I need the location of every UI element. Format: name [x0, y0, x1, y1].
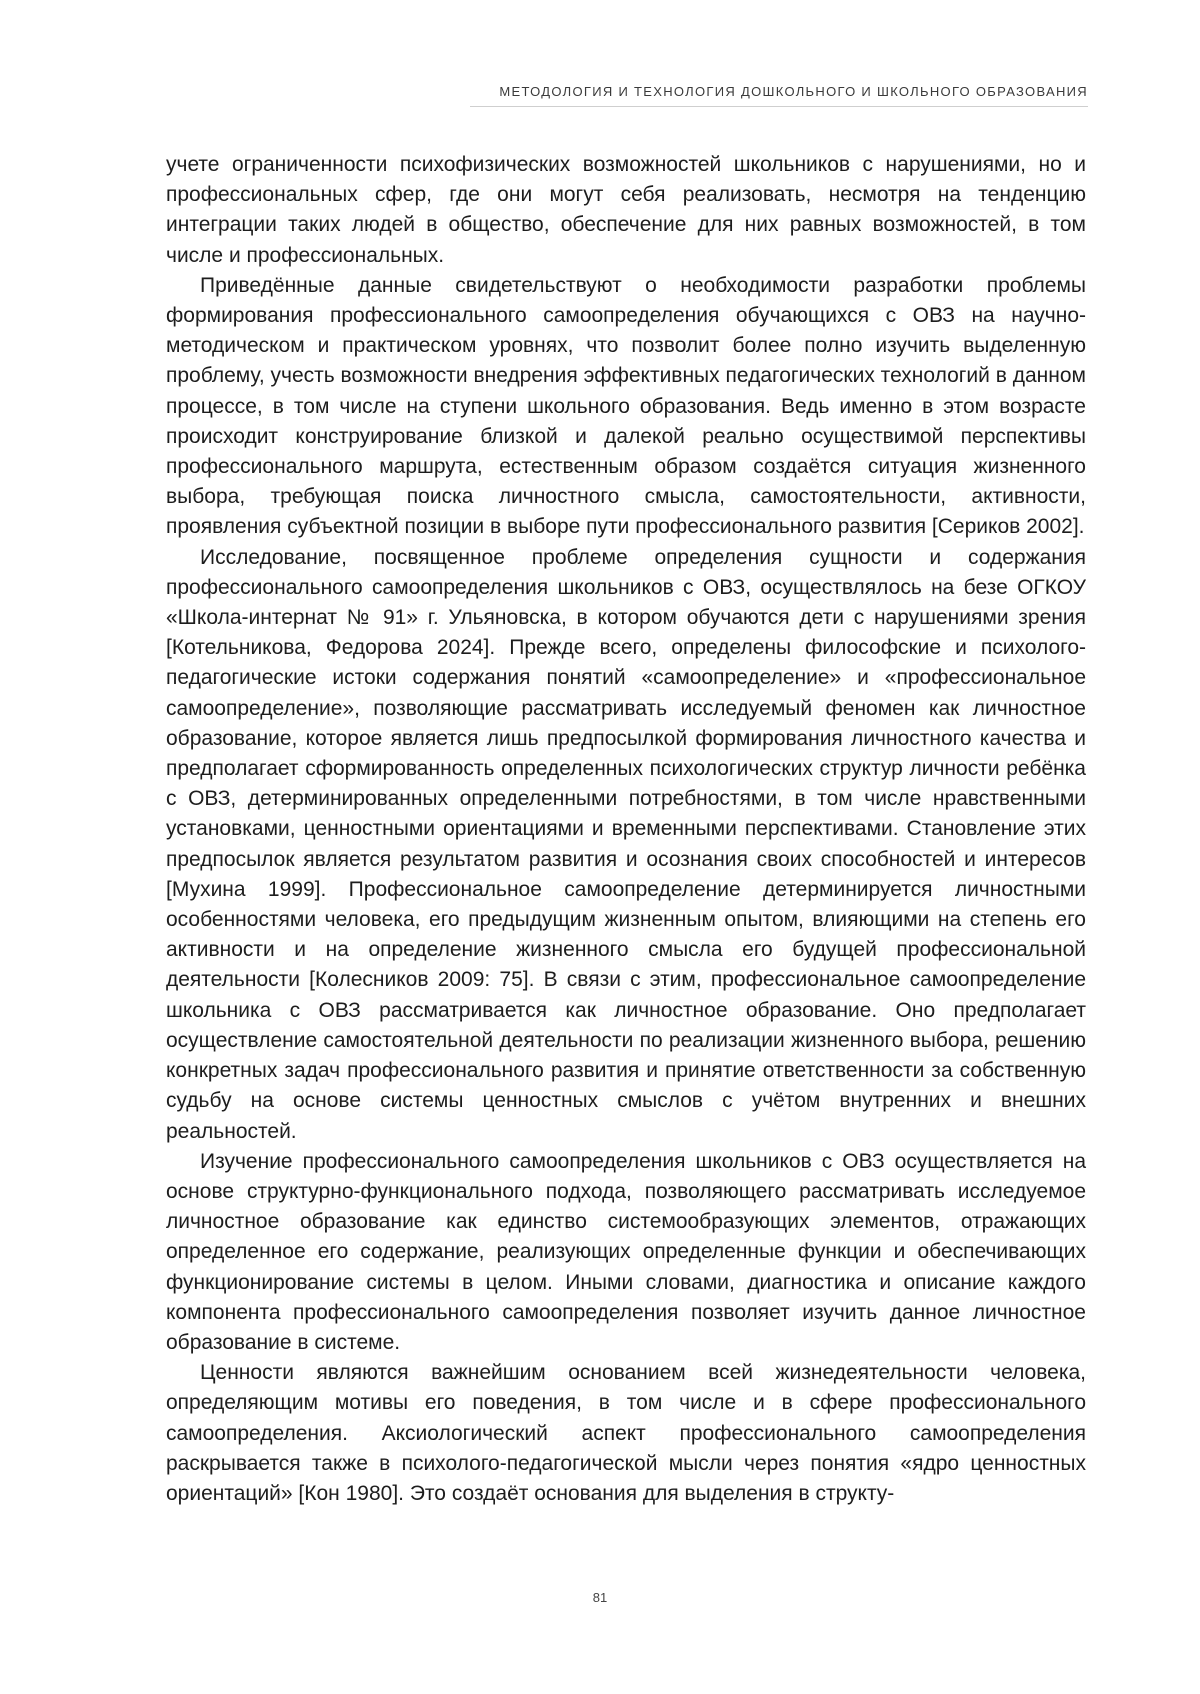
paragraph-structural-approach: Изучение профессионального самоопределения школьников с ОВЗ осуществляется на основе структурно-функционального подхода, позволяющего рассматривать исследуемое личностное образование как единство системообразующих элементов, отражающих определенное его содержание, реализующих определенные функции и обеспечивающих функционирование системы в целом. Иными словами, диагностика и описание каждого компонента профессионального самоопределения позволяет изучить данное личностное образование в системе.: [166, 1149, 1086, 1354]
running-header: МЕТОДОЛОГИЯ И ТЕХНОЛОГИЯ ДОШКОЛЬНОГО И ШКОЛЬНОГО ОБРАЗОВАНИЯ: [499, 84, 1088, 99]
paragraph-values: Ценности являются важнейшим основанием всей жизнедеятельности человека, определяющим мотивы его поведения, в том числе и в сфере профессионального самоопределения. Аксиологический аспект профессионального самоопределения раскрывается также в психолого-педагогической мысли через понятия «ядро ценностных ориентаций» [Кон 1980]. Это создаёт основания для выделения в структу-: [166, 1361, 1086, 1505]
body-text: [166, 150, 1086, 1509]
paragraph-data-evidence: Приведённые данные свидетельствуют о необходимости разработки проблемы формирования профессионального самоопределения обучающихся с ОВЗ на научно-методическом и практическом уровнях, что позволит более полно изучить выделенную проблему, учесть возможности внедрения эффективных педагогических технологий в данном процессе, в том числе на ступени школьного образования. Ведь именно в этом возрасте происходит конструирование близкой и далекой реально осуществимой перспективы профессионального маршрута, естественным образом создаётся ситуация жизненного выбора, требующая поиска личностного смысла, самостоятельности, активности, проявления субъектной позиции в выборе пути профессионального развития [Сериков 2002].: [166, 273, 1086, 539]
paragraph-research: Исследование, посвященное проблеме определения сущности и содержания профессионального самоопределения школьников с ОВЗ, осуществлялось на безе ОГКОУ «Школа-интернат № 91» г. Ульяновска, в котором обучаются дети с нарушениями зрения [Котельникова, Федорова 2024]. Прежде всего, определены философские и психолого-педагогические истоки содержания понятий «самоопределение» и «профессиональное самоопределение», позволяющие рассматривать исследуемый феномен как личностное образование, которое является лишь предпосылкой формирования личностного качества и предполагает сформированность определенных психологических структур личности ребёнка с ОВЗ, детерминированных определенными потребностями, в том числе нравственными установками, ценностными ориентациями и временными перспективами. Становление этих предпосылок является результатом развития и осознания своих способностей и интересов [Мухина 1999]. Профессиональное самоопределение детерминируется личностными особенностями человека, его предыдущим жизненным опытом, влияющими на степень его активности и на определение жизненного смысла его будущей профессиональной деятельности [Колесников 2009: 75]. В связи с этим, профессиональное самоопределение школьника с ОВЗ рассматривается как личностное образование. Оно предполагает осуществление самостоятельной деятельности по реализации жизненного выбора, решению конкретных задач профессионального развития и принятие ответственности за собственную судьбу на основе системы ценностных смыслов с учётом внутренних и внешних реальностей.: [166, 545, 1086, 1143]
header-rule: [470, 106, 1088, 107]
page-number: 81: [592, 1590, 608, 1605]
paragraph-continuation: учете ограниченности психофизических возможностей школьников с нарушениями, но и профессиональных сфер, где они могут себя реализовать, несмотря на тенденцию интеграции таких людей в общество, обеспечение для них равных возможностей, в том числе и профессиональных.: [166, 153, 1086, 267]
